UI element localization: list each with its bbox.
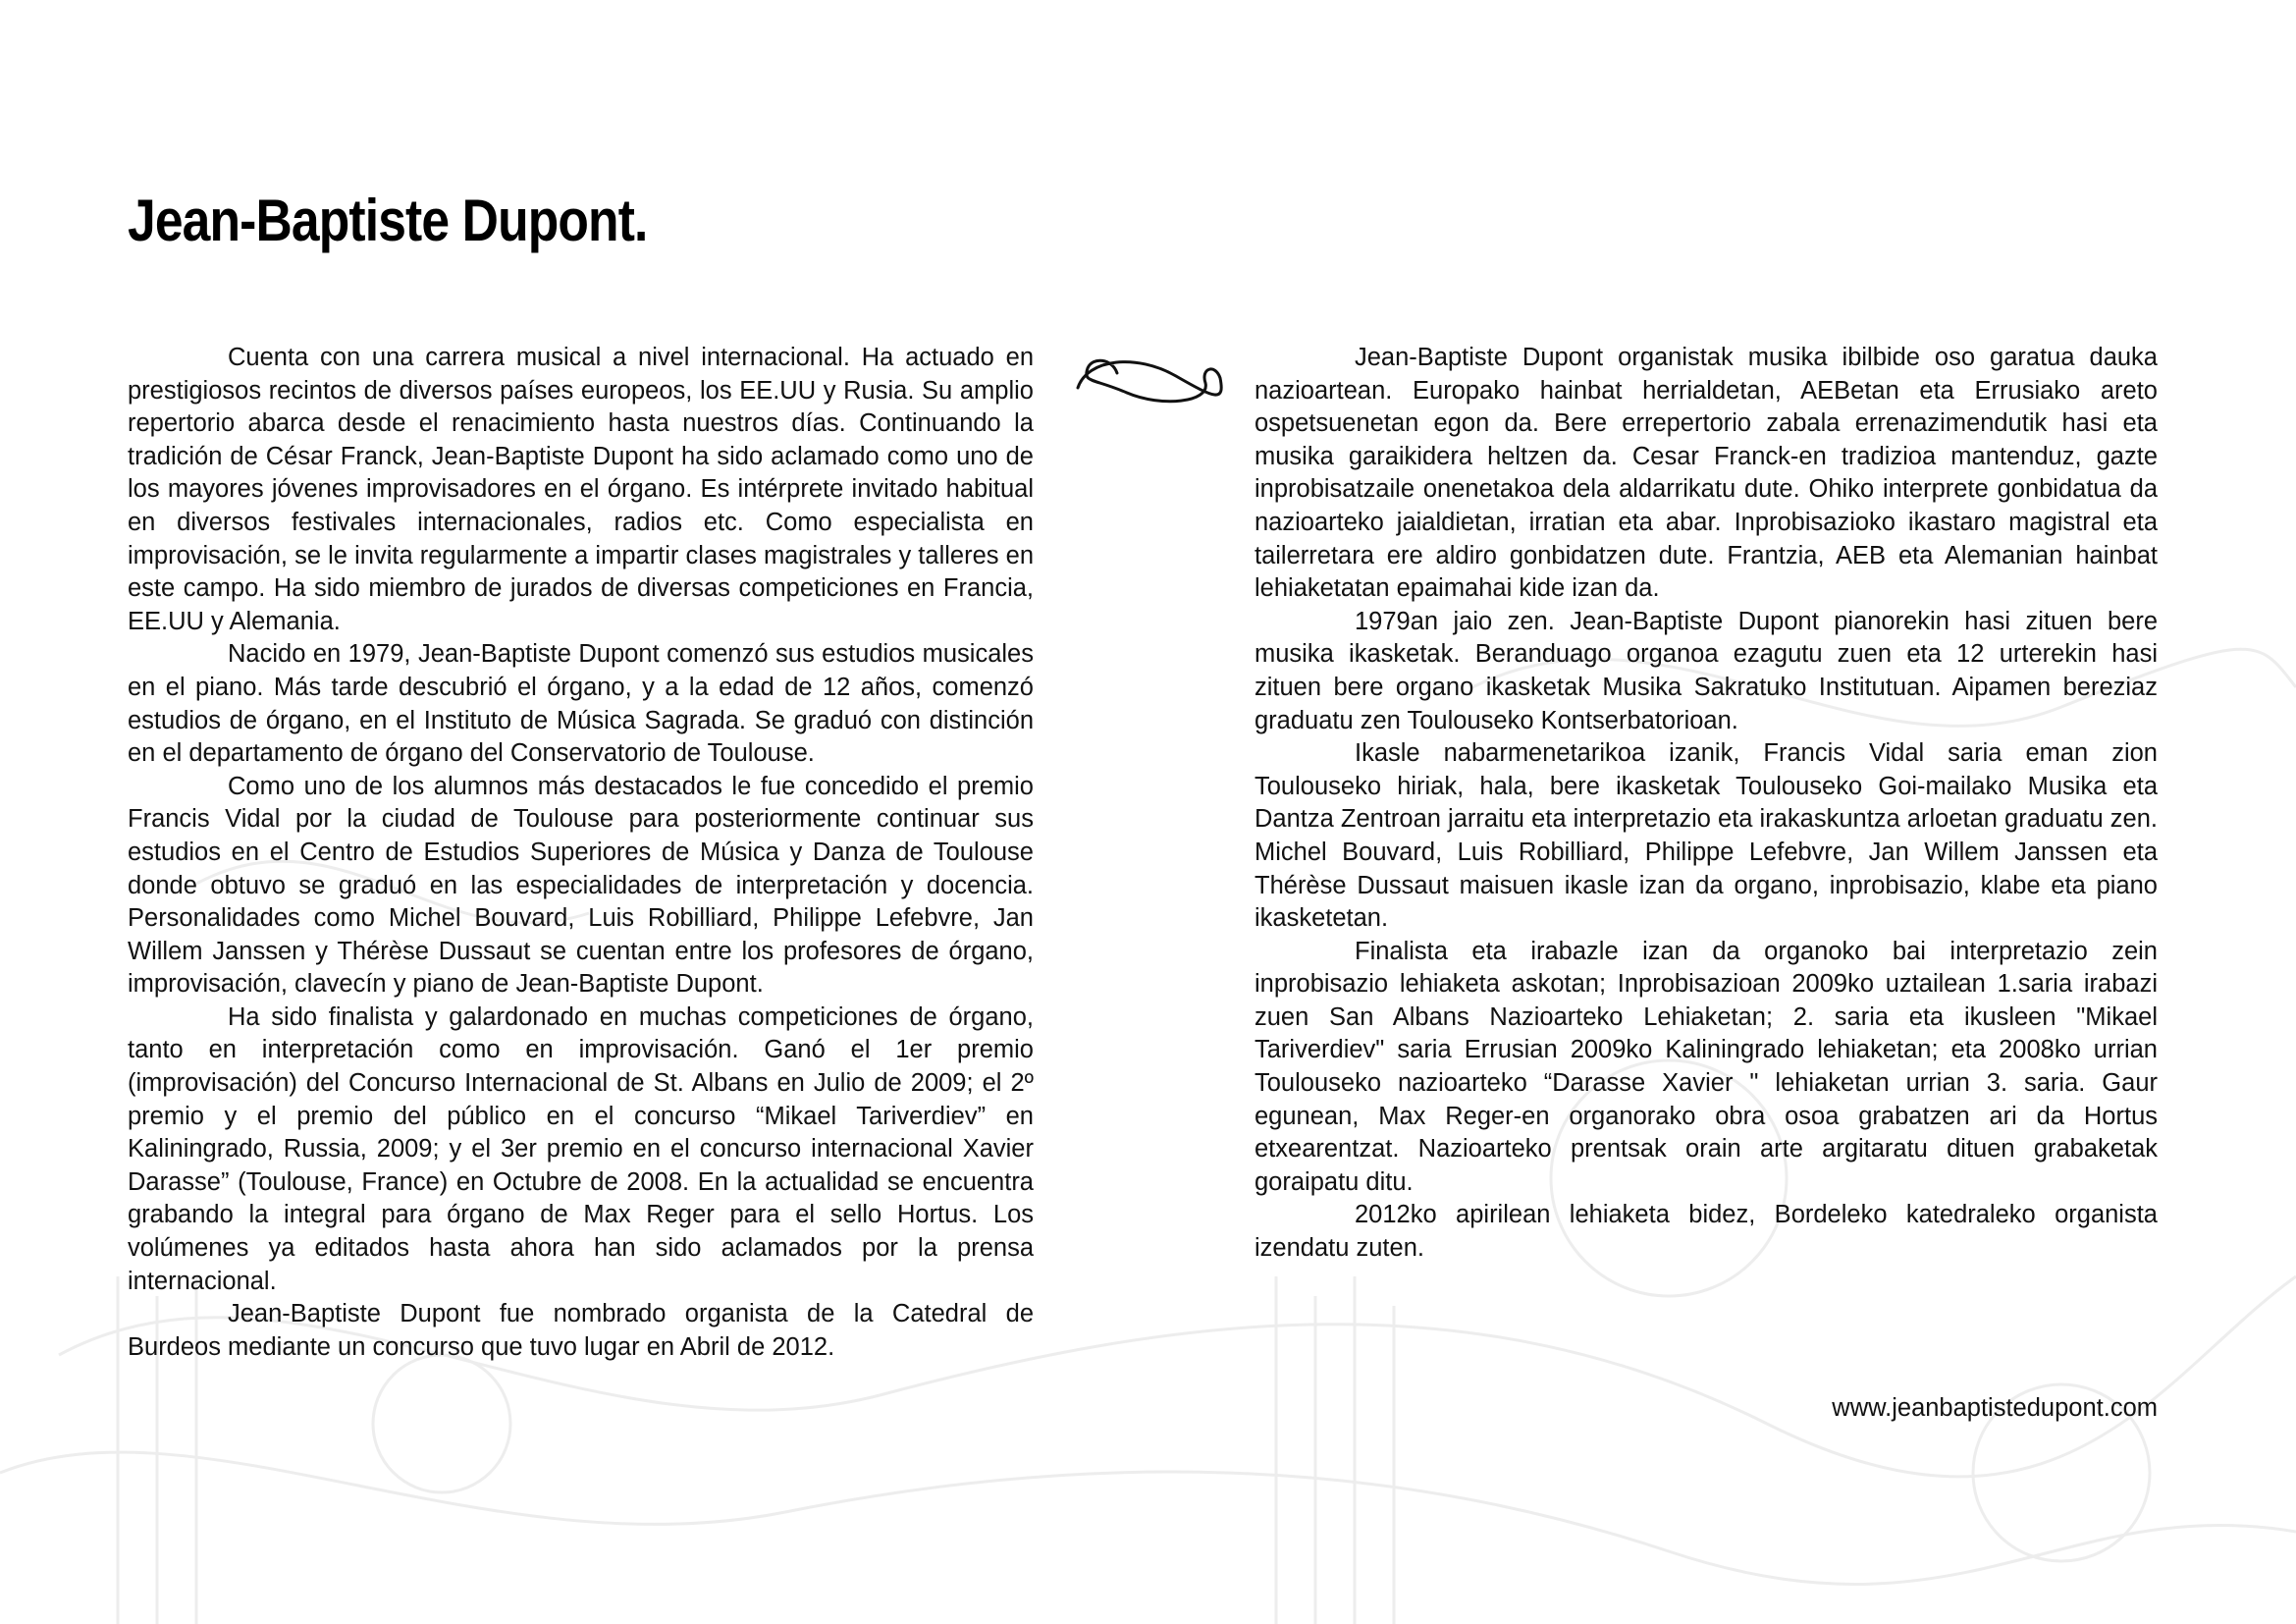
website-url: www.jeanbaptistedupont.com <box>1832 1394 2158 1422</box>
basque-paragraph: Jean-Baptiste Dupont organistak musika ibilbide oso garatua dauka nazioartean. Europako hainbat herrialdetan, AEBetan eta Errusiako areto ospetsuenetan egon da. Bere errepertorio zabala errenazimendutik hasi eta musika garaikidera heltzen da. Cesar Franck-en tradizioa mantenduz, gazte inprobisatzaile onenetakoa dela aldarrikatu dute. Ohiko interprete gonbidatua da nazioarteko jaialdietan, irratian eta abar. Inprobisazioko ikastaro magistral eta tailerretara ere aldiro gonbidatzen dute. Frantzia, AEB eta Alemanian hainbat lehiaketatan epaimahai kide izan da. <box>1255 344 2158 603</box>
spanish-paragraph: Jean-Baptiste Dupont fue nombrado organista de la Catedral de Burdeos mediante un concurso que tuvo lugar en Abril de 2012. <box>128 1300 1034 1361</box>
spanish-paragraph: Ha sido finalista y galardonado en muchas competiciones de órgano, tanto en interpretación como en improvisación. Ganó el 1er premio (improvisación) del Concurso Internacional de St. Albans en Julio de 2009; el 2º premio y el premio del público en el concurso “Mikael Tariverdiev” en Kaliningrado, Russia, 2009; y el 3er premio en el concurso internacional Xavier Darasse” (Toulouse, France) en Octubre de 2008. En la actualidad se encuentra grabando la integral para órgano de Max Reger para el sello Hortus. Los volúmenes ya editados hasta ahora han sido aclamados por la prensa internacional. <box>128 1002 1034 1295</box>
basque-paragraph: 1979an jaio zen. Jean-Baptiste Dupont pianorekin hasi zituen bere musika ikasketak. Beranduago organoa ezagutu zuen eta 12 urterekin hasi zituen bere organo ikasketak Musika Sakratuko Institutuan. Aipamen bereziaz graduatu zen Toulouseko Kontserbatorioan. <box>1255 607 2158 734</box>
basque-paragraph: 2012ko apirilean lehiaketa bidez, Bordeleko katedraleko organista izendatu zuten. <box>1255 1201 2158 1263</box>
spanish-paragraph: Cuenta con una carrera musical a nivel internacional. Ha actuado en prestigiosos recintos de diversos países europeos, los EE.UU y Rusia. Su amplio repertorio abarca desde el renacimiento hasta nuestros días. Continuando la tradición de César Franck, Jean-Baptiste Dupont ha sido aclamado como uno de los mayores jóvenes improvisadores en el órgano. Es intérprete invitado habitual en diversos festivales internacionales, radios etc. Como especialista en improvisación, se le invita regularmente a impartir clases magistrales y talleres en este campo. Ha sido miembro de jurados de diversas competiciones en Francia, EE.UU y Alemania. <box>128 344 1034 635</box>
basque-paragraph: Finalista eta irabazle izan da organoko bai interpretazio zein inprobisazio lehiaketa askotan; Inprobisazioan 2009ko uztailean 1.saria irabazi zuen San Albans Nazioarteko Lehiaketan; 2. saria eta ikusleen "Mikael Tariverdiev" saria Errusian 2009ko Kaliningrado lehiaketan; eta 2008ko urrian Toulouseko nazioarteko “Darasse Xavier " lehiaketan urrian 3. saria. Gaur egunean, Max Reger-en organorako obra osoa grabatzen ari da Hortus etxearentzat. Nazioarteko prentsak orain arte argitaratu dituen grabaketak goraipatu ditu. <box>1255 937 2158 1196</box>
ornament-flourish-icon <box>1068 349 1230 417</box>
basque-biography <box>1255 342 2158 1266</box>
spanish-paragraph: Como uno de los alumnos más destacados le fue concedido el premio Francis Vidal por la ciudad de Toulouse para posteriormente continuar sus estudios en el Centro de Estudios Superiores de Música y Danza de Toulouse donde obtuvo se graduó en las especialidades de interpretación y docencia. Personalidades como Michel Bouvard, Luis Robilliard, Philippe Lefebvre, Jan Willem Janssen y Thérèse Dussaut se cuentan entre los profesores de órgano, improvisación, clavecín y piano de Jean-Baptiste Dupont. <box>128 772 1034 999</box>
basque-paragraph: Ikasle nabarmenetarikoa izanik, Francis Vidal saria eman zion Toulouseko hiriak, hala, bere ikasketak Toulouseko Goi-mailako Musika eta Dantza Zentroan jarraitu eta interpretazio eta irakaskuntza arloetan graduatu zen. Michel Bouvard, Luis Robilliard, Philippe Lefebvre, Jan Willem Janssen eta Thérèse Dussaut maisuen ikasle izan da organo, inprobisazio, klabe eta piano ikasketetan. <box>1255 739 2158 933</box>
page-title: Jean-Baptiste Dupont. <box>128 188 648 253</box>
spanish-paragraph: Nacido en 1979, Jean-Baptiste Dupont comenzó sus estudios musicales en el piano. Más tarde descubrió el órgano, y a la edad de 12 años, comenzó estudios de órgano, en el Instituto de Música Sagrada. Se graduó con distinción en el departamento de órgano del Conservatorio de Toulouse. <box>128 640 1034 768</box>
spanish-biography <box>128 342 1034 1364</box>
